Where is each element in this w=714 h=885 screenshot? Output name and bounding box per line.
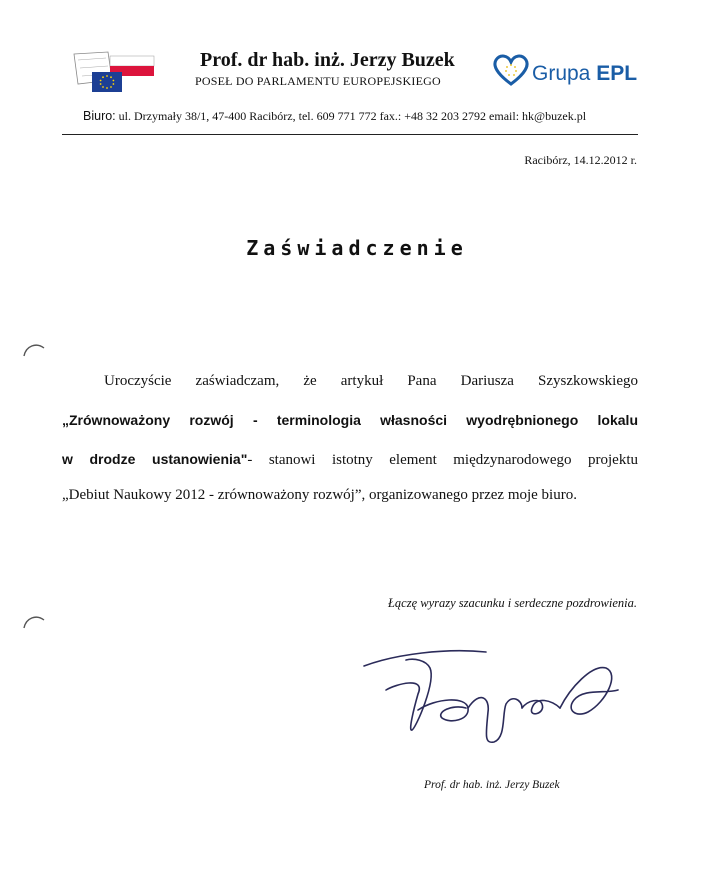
office-contact [83,109,586,124]
punch-hole-mark [22,340,48,360]
sender-name: Prof. dr hab. inż. Jerzy Buzek [200,49,455,71]
body-line-3-rest: - stanowi istotny element międzynarodowego projektu [247,452,638,468]
contact-label: Biuro: [83,109,116,123]
group-name: EPL [596,62,638,85]
sender-role: POSEŁ DO PARLAMENTU EUROPEJSKIEGO [195,74,441,88]
author-name: Dariusza Szyszkowskiego [460,373,638,389]
header-divider [62,134,638,135]
signer-name: Prof. dr hab. inż. Jerzy Buzek [424,779,560,791]
grupa-epl-logo [488,49,638,95]
body-line-3 [62,451,638,469]
body-line-2: „Zrównoważony rozwój - terminologia własności wyodrębnionego lokalu [62,412,638,428]
document-title: Zaświadczenie [246,236,468,260]
european-parliament-flags-logo [68,50,164,94]
heart-icon [492,53,530,87]
contact-details: ul. Drzymały 38/1, 47-400 Racibórz, tel. 609 771 772 fax.: +48 32 203 2792 email: hk@buzek.pl [118,109,587,123]
letter-date: Racibórz, 14.12.2012 r. [524,153,637,167]
article-title-end: w drodze ustanowienia" [62,451,248,467]
punch-hole-mark [22,612,48,632]
group-prefix: Grupa [532,62,591,85]
closing-greeting: Łączę wyrazy szacunku i serdeczne pozdrowienia. [387,596,637,610]
body-intro: Uroczyście zaświadczam, że artykuł Pana [104,373,437,389]
handwritten-signature [356,638,626,778]
body-line-4: „Debiut Naukowy 2012 - zrównoważony rozwój”, organizowanego przez moje biuro. [62,487,577,503]
body-line-1 [104,373,638,390]
